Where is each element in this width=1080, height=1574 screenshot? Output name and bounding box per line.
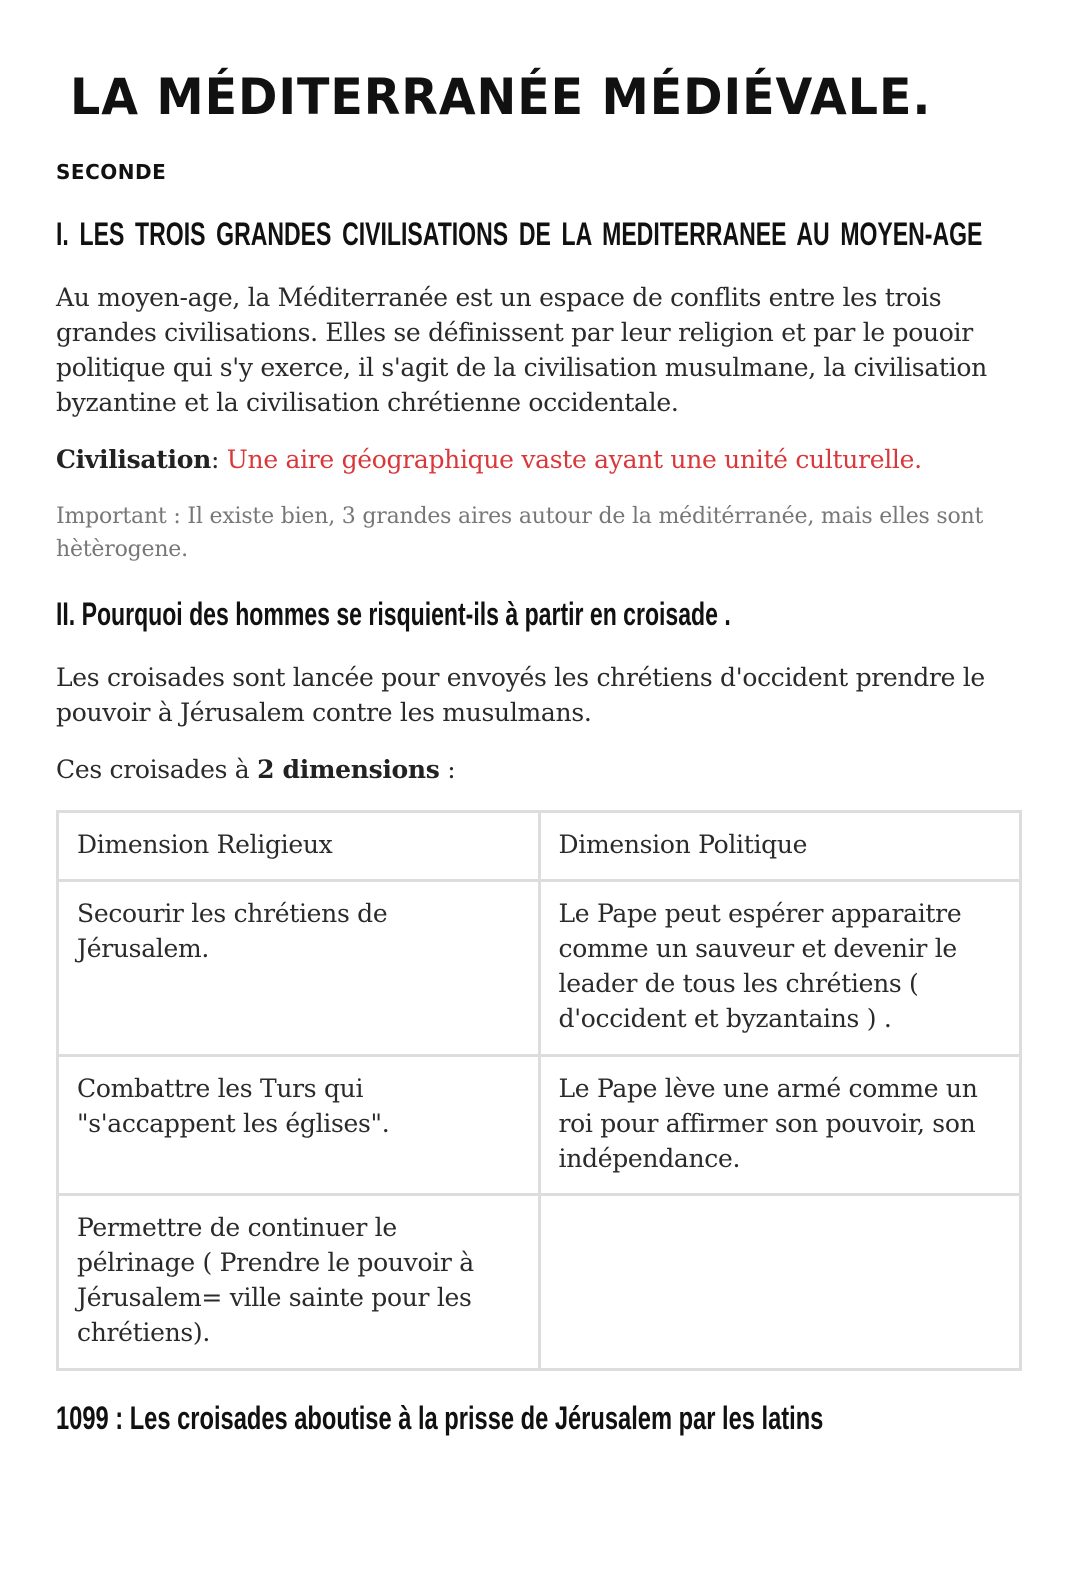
table-cell: Combattre les Turs qui "s'accappent les églises". <box>58 1056 540 1195</box>
civilisation-definition <box>56 442 1026 477</box>
dimensions-intro-start: Ces croisades à <box>56 755 258 784</box>
table-row <box>58 1056 1021 1195</box>
page-title: LA MÉDITERRANÉE MÉDIÉVALE. <box>70 68 932 126</box>
section-1-heading: I. LES TROIS GRANDES CIVILISATIONS DE LA MEDITERRANEE AU MOYEN-AGE <box>56 216 983 252</box>
table-cell: Secourir les chrétiens de Jérusalem. <box>58 881 540 1056</box>
table-row <box>58 1195 1021 1370</box>
class-level-label: SECONDE <box>56 160 167 184</box>
dimensions-table <box>56 810 1022 1371</box>
header-religious: Dimension Religieux <box>58 812 540 881</box>
table-cell <box>539 1195 1021 1370</box>
table-row <box>58 881 1021 1056</box>
table-cell: Permettre de continuer le pélrinage ( Prendre le pouvoir à Jérusalem= ville sainte pour les chrétiens). <box>58 1195 540 1370</box>
definition-separator: : <box>210 445 227 474</box>
definition-term: Civilisation <box>56 445 211 474</box>
important-note: Important : Il existe bien, 3 grandes aires autour de la méditérranée, mais elles sont hètèrogene. <box>56 504 984 562</box>
section-1-paragraph: Au moyen-age, la Méditerranée est un espace de conflits entre les trois grandes civilisations. Elles se définissent par leur religion et par le pouoir politique qui s'y exerce, il s'agit de la civilisation musulmane, la civilisation byzantine et la civilisation chrétienne occidentale. <box>56 283 987 417</box>
date-conclusion-heading: 1099 : Les croisades aboutise à la prisse de Jérusalem par les latins <box>56 1400 824 1436</box>
table-cell: Le Pape lève une armé comme un roi pour affirmer son pouvoir, son indépendance. <box>539 1056 1021 1195</box>
section-2-heading: II. Pourquoi des hommes se risquient-ils à partir en croisade . <box>56 596 731 632</box>
table-cell: Le Pape peut espérer apparaitre comme un sauveur et devenir le leader de tous les chrétiens ( d'occident et byzantains ) . <box>539 881 1021 1056</box>
header-political: Dimension Politique <box>539 812 1021 881</box>
table-header-row <box>58 812 1021 881</box>
section-2-paragraph: Les croisades sont lancée pour envoyés les chrétiens d'occident prendre le pouvoir à Jérusalem contre les musulmans. <box>56 663 985 727</box>
dimensions-count: 2 dimensions <box>257 755 440 784</box>
definition-text: Une aire géographique vaste ayant une unité culturelle. <box>226 445 922 474</box>
dimensions-intro <box>56 752 1026 787</box>
dimensions-intro-end: : <box>439 755 456 784</box>
